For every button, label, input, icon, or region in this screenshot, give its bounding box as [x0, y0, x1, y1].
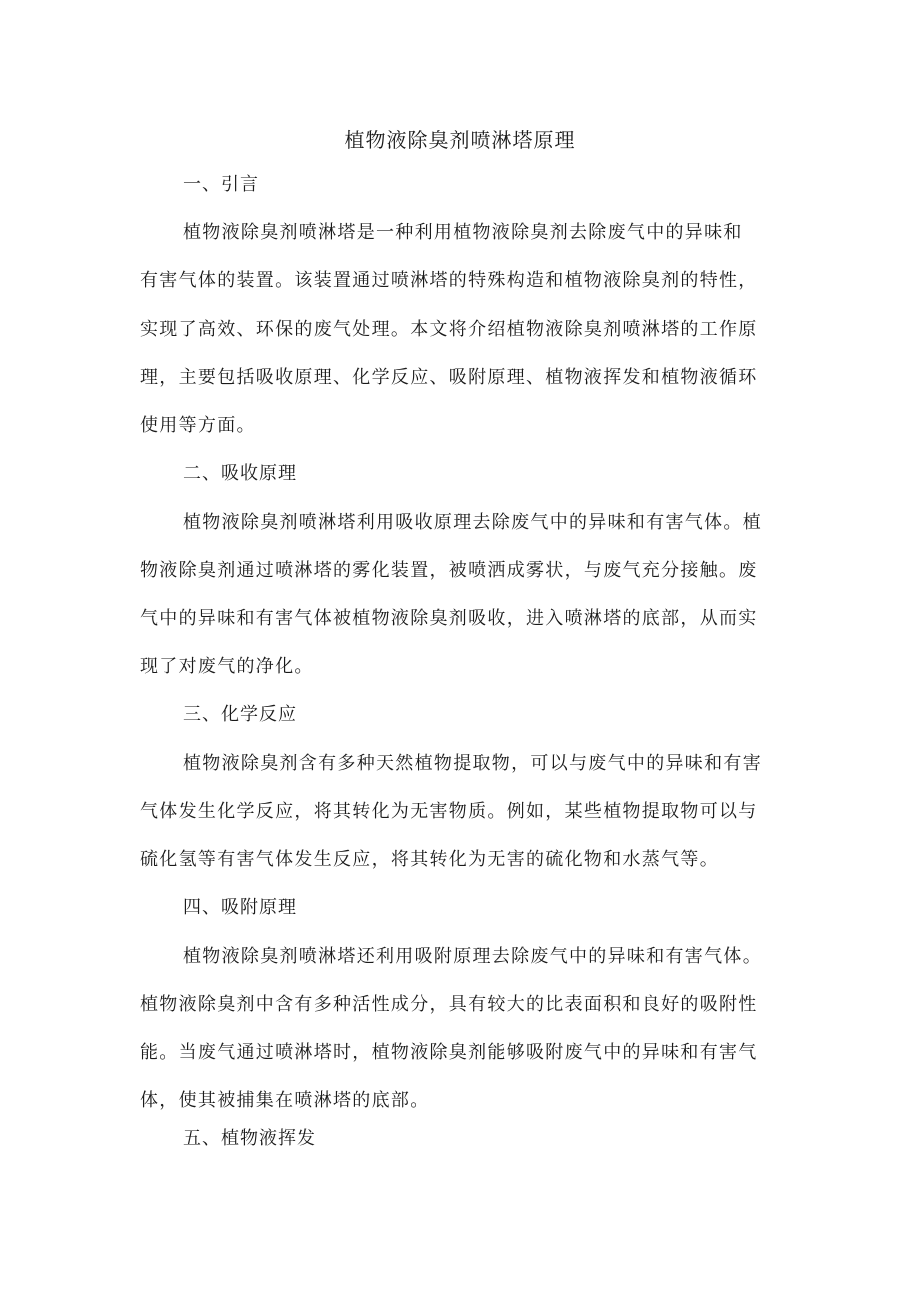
section-heading-chemical-reaction: 三、化学反应 [183, 704, 297, 725]
section-heading-volatilization: 五、植物液挥发 [183, 1128, 316, 1149]
paragraph-line: 使用等方面。 [140, 415, 256, 436]
paragraph-line: 能。当废气通过喷淋塔时，植物液除臭剂能够吸附废气中的异味和有害气 [140, 1042, 758, 1063]
paragraph-line: 植物液除臭剂中含有多种活性成分，具有较大的比表面积和良好的吸附性 [140, 994, 758, 1015]
paragraph-line: 气中的异味和有害气体被植物液除臭剂吸收，进入喷淋塔的底部，从而实 [140, 608, 758, 629]
paragraph-line: 体，使其被捕集在喷淋塔的底部。 [140, 1090, 430, 1111]
section-heading-adsorption: 四、吸附原理 [183, 897, 297, 918]
section-heading-absorption: 二、吸收原理 [183, 463, 297, 484]
document-title: 植物液除臭剂喷淋塔原理 [344, 128, 576, 152]
paragraph-line: 植物液除臭剂喷淋塔还利用吸附原理去除废气中的异味和有害气体。 [183, 946, 762, 967]
paragraph-line: 植物液除臭剂喷淋塔是一种利用植物液除臭剂去除废气中的异味和 [183, 222, 743, 243]
paragraph-line: 现了对废气的净化。 [140, 656, 314, 677]
paragraph-line: 理，主要包括吸收原理、化学反应、吸附原理、植物液挥发和植物液循环 [140, 367, 758, 388]
paragraph-line: 植物液除臭剂喷淋塔利用吸收原理去除废气中的异味和有害气体。植 [183, 512, 762, 533]
paragraph-line: 物液除臭剂通过喷淋塔的雾化装置，被喷洒成雾状，与废气充分接触。废 [140, 560, 758, 581]
paragraph-line: 硫化氢等有害气体发生反应，将其转化为无害的硫化物和水蒸气等。 [140, 849, 719, 870]
section-heading-intro: 一、引言 [183, 174, 259, 195]
paragraph-line: 实现了高效、环保的废气处理。本文将介绍植物液除臭剂喷淋塔的工作原 [140, 319, 758, 340]
paragraph-line: 植物液除臭剂含有多种天然植物提取物，可以与废气中的异味和有害 [183, 753, 762, 774]
paragraph-line: 气体发生化学反应，将其转化为无害物质。例如，某些植物提取物可以与 [140, 801, 758, 822]
paragraph-line: 有害气体的装置。该装置通过喷淋塔的特殊构造和植物液除臭剂的特性， [140, 270, 758, 291]
